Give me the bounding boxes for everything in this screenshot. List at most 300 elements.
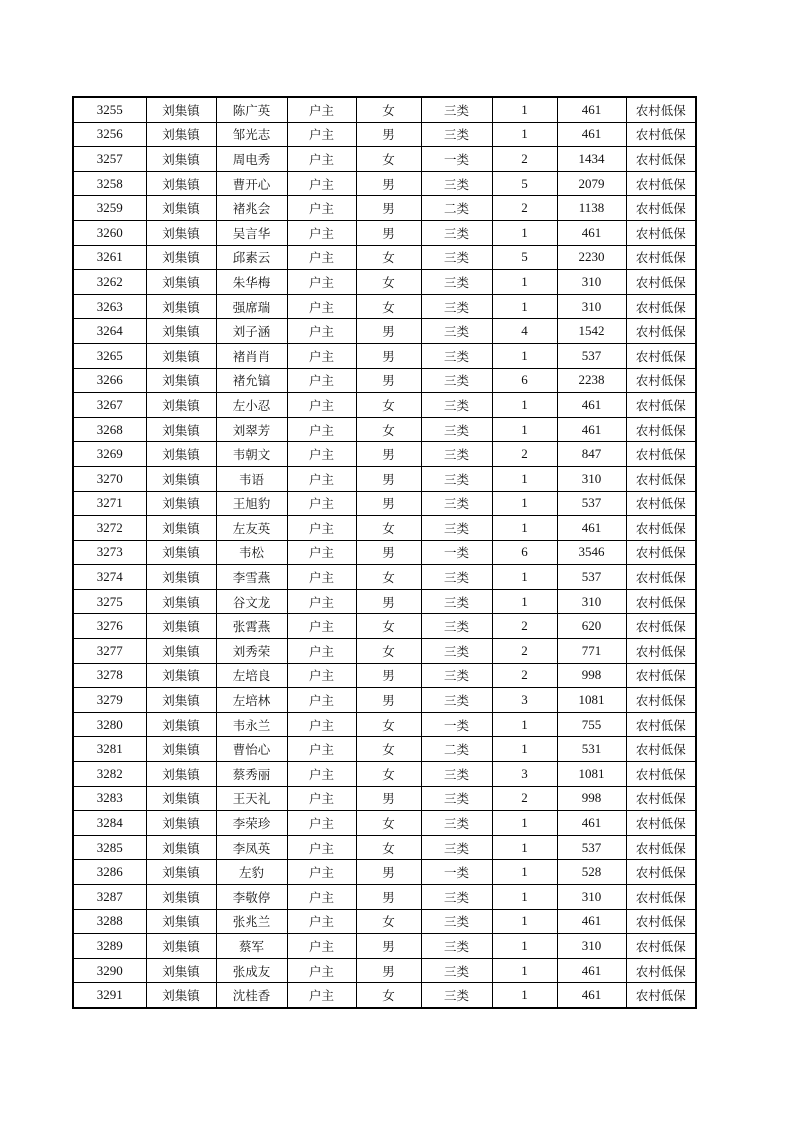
cell-amount: 537: [557, 491, 626, 516]
table-row: [73, 885, 696, 910]
cell-town: 刘集镇: [146, 442, 216, 467]
cell-amount: 998: [557, 786, 626, 811]
cell-category: 三类: [421, 417, 492, 442]
cell-category: 三类: [421, 589, 492, 614]
table-row: [73, 147, 696, 172]
cell-serial-number: 3281: [73, 737, 146, 762]
cell-category: 一类: [421, 860, 492, 885]
cell-name: 王旭豹: [216, 491, 287, 516]
cell-name: 刘子涵: [216, 319, 287, 344]
cell-town: 刘集镇: [146, 639, 216, 664]
cell-name: 左豹: [216, 860, 287, 885]
cell-household-size: 2: [492, 614, 557, 639]
cell-assistance-type: 农村低保: [626, 762, 696, 787]
cell-household-size: 2: [492, 663, 557, 688]
cell-assistance-type: 农村低保: [626, 147, 696, 172]
table-row: [73, 983, 696, 1008]
cell-amount: 310: [557, 294, 626, 319]
cell-serial-number: 3277: [73, 639, 146, 664]
cell-serial-number: 3276: [73, 614, 146, 639]
cell-town: 刘集镇: [146, 319, 216, 344]
cell-household-size: 1: [492, 122, 557, 147]
cell-category: 三类: [421, 220, 492, 245]
cell-relation: 户主: [287, 565, 356, 590]
cell-gender: 女: [356, 762, 421, 787]
cell-serial-number: 3256: [73, 122, 146, 147]
cell-amount: 310: [557, 466, 626, 491]
cell-relation: 户主: [287, 934, 356, 959]
table-row: [73, 466, 696, 491]
cell-household-size: 5: [492, 171, 557, 196]
cell-serial-number: 3270: [73, 466, 146, 491]
cell-household-size: 1: [492, 270, 557, 295]
cell-assistance-type: 农村低保: [626, 319, 696, 344]
cell-relation: 户主: [287, 737, 356, 762]
cell-name: 邱素云: [216, 245, 287, 270]
cell-category: 三类: [421, 663, 492, 688]
cell-assistance-type: 农村低保: [626, 393, 696, 418]
cell-assistance-type: 农村低保: [626, 688, 696, 713]
cell-name: 左培林: [216, 688, 287, 713]
cell-town: 刘集镇: [146, 540, 216, 565]
cell-household-size: 2: [492, 786, 557, 811]
cell-relation: 户主: [287, 122, 356, 147]
cell-household-size: 2: [492, 147, 557, 172]
cell-amount: 755: [557, 712, 626, 737]
cell-category: 三类: [421, 270, 492, 295]
cell-assistance-type: 农村低保: [626, 885, 696, 910]
table-row: [73, 196, 696, 221]
cell-town: 刘集镇: [146, 417, 216, 442]
cell-serial-number: 3283: [73, 786, 146, 811]
cell-relation: 户主: [287, 393, 356, 418]
cell-town: 刘集镇: [146, 909, 216, 934]
cell-town: 刘集镇: [146, 589, 216, 614]
cell-category: 三类: [421, 319, 492, 344]
cell-assistance-type: 农村低保: [626, 663, 696, 688]
cell-household-size: 1: [492, 589, 557, 614]
cell-amount: 998: [557, 663, 626, 688]
cell-category: 二类: [421, 737, 492, 762]
cell-serial-number: 3261: [73, 245, 146, 270]
cell-town: 刘集镇: [146, 294, 216, 319]
cell-town: 刘集镇: [146, 122, 216, 147]
cell-name: 沈桂香: [216, 983, 287, 1008]
cell-category: 三类: [421, 491, 492, 516]
table-row: [73, 343, 696, 368]
cell-assistance-type: 农村低保: [626, 466, 696, 491]
cell-gender: 男: [356, 491, 421, 516]
cell-household-size: 3: [492, 688, 557, 713]
table-row: [73, 835, 696, 860]
cell-amount: 1081: [557, 688, 626, 713]
cell-gender: 女: [356, 909, 421, 934]
cell-name: 朱华梅: [216, 270, 287, 295]
cell-category: 三类: [421, 245, 492, 270]
cell-name: 吴言华: [216, 220, 287, 245]
cell-amount: 2079: [557, 171, 626, 196]
cell-name: 韦语: [216, 466, 287, 491]
cell-amount: 1138: [557, 196, 626, 221]
cell-gender: 女: [356, 294, 421, 319]
cell-gender: 男: [356, 442, 421, 467]
cell-town: 刘集镇: [146, 270, 216, 295]
cell-name: 李雪燕: [216, 565, 287, 590]
cell-amount: 461: [557, 958, 626, 983]
cell-category: 三类: [421, 835, 492, 860]
cell-amount: 537: [557, 565, 626, 590]
table-row: [73, 762, 696, 787]
cell-relation: 户主: [287, 491, 356, 516]
cell-gender: 女: [356, 712, 421, 737]
table-row: [73, 737, 696, 762]
cell-assistance-type: 农村低保: [626, 958, 696, 983]
cell-gender: 男: [356, 466, 421, 491]
cell-serial-number: 3272: [73, 516, 146, 541]
cell-serial-number: 3278: [73, 663, 146, 688]
cell-category: 一类: [421, 147, 492, 172]
cell-name: 周电秀: [216, 147, 287, 172]
cell-amount: 1542: [557, 319, 626, 344]
table-row: [73, 565, 696, 590]
cell-serial-number: 3274: [73, 565, 146, 590]
cell-household-size: 1: [492, 958, 557, 983]
cell-assistance-type: 农村低保: [626, 294, 696, 319]
cell-assistance-type: 农村低保: [626, 270, 696, 295]
cell-household-size: 3: [492, 762, 557, 787]
cell-category: 三类: [421, 811, 492, 836]
cell-name: 陈广英: [216, 97, 287, 122]
cell-assistance-type: 农村低保: [626, 245, 696, 270]
cell-gender: 女: [356, 835, 421, 860]
cell-category: 三类: [421, 688, 492, 713]
cell-amount: 3546: [557, 540, 626, 565]
cell-town: 刘集镇: [146, 934, 216, 959]
cell-serial-number: 3263: [73, 294, 146, 319]
cell-relation: 户主: [287, 516, 356, 541]
cell-amount: 310: [557, 885, 626, 910]
cell-category: 三类: [421, 909, 492, 934]
cell-household-size: 1: [492, 466, 557, 491]
cell-town: 刘集镇: [146, 958, 216, 983]
cell-relation: 户主: [287, 860, 356, 885]
cell-town: 刘集镇: [146, 516, 216, 541]
cell-name: 张霄燕: [216, 614, 287, 639]
table-body: [73, 97, 696, 1008]
cell-name: 张兆兰: [216, 909, 287, 934]
cell-amount: 310: [557, 589, 626, 614]
cell-gender: 男: [356, 589, 421, 614]
cell-serial-number: 3268: [73, 417, 146, 442]
cell-household-size: 2: [492, 639, 557, 664]
cell-relation: 户主: [287, 368, 356, 393]
cell-household-size: 1: [492, 565, 557, 590]
cell-category: 三类: [421, 934, 492, 959]
cell-amount: 537: [557, 835, 626, 860]
cell-gender: 男: [356, 885, 421, 910]
cell-serial-number: 3269: [73, 442, 146, 467]
cell-town: 刘集镇: [146, 565, 216, 590]
cell-town: 刘集镇: [146, 196, 216, 221]
cell-assistance-type: 农村低保: [626, 417, 696, 442]
cell-serial-number: 3262: [73, 270, 146, 295]
cell-category: 三类: [421, 368, 492, 393]
cell-serial-number: 3267: [73, 393, 146, 418]
cell-serial-number: 3258: [73, 171, 146, 196]
cell-town: 刘集镇: [146, 786, 216, 811]
cell-household-size: 1: [492, 737, 557, 762]
cell-gender: 男: [356, 860, 421, 885]
cell-amount: 461: [557, 516, 626, 541]
cell-serial-number: 3271: [73, 491, 146, 516]
cell-assistance-type: 农村低保: [626, 196, 696, 221]
cell-serial-number: 3287: [73, 885, 146, 910]
cell-category: 一类: [421, 712, 492, 737]
cell-household-size: 1: [492, 885, 557, 910]
cell-amount: 771: [557, 639, 626, 664]
cell-gender: 男: [356, 196, 421, 221]
cell-name: 左友英: [216, 516, 287, 541]
table-row: [73, 786, 696, 811]
table-row: [73, 294, 696, 319]
cell-relation: 户主: [287, 786, 356, 811]
cell-amount: 528: [557, 860, 626, 885]
cell-name: 褚允镐: [216, 368, 287, 393]
cell-town: 刘集镇: [146, 983, 216, 1008]
cell-amount: 461: [557, 393, 626, 418]
cell-assistance-type: 农村低保: [626, 614, 696, 639]
cell-relation: 户主: [287, 343, 356, 368]
cell-name: 韦永兰: [216, 712, 287, 737]
cell-town: 刘集镇: [146, 737, 216, 762]
cell-amount: 2230: [557, 245, 626, 270]
cell-household-size: 2: [492, 196, 557, 221]
cell-category: 三类: [421, 97, 492, 122]
cell-town: 刘集镇: [146, 343, 216, 368]
table-row: [73, 368, 696, 393]
table-row: [73, 245, 696, 270]
cell-gender: 女: [356, 245, 421, 270]
cell-gender: 男: [356, 540, 421, 565]
cell-category: 三类: [421, 565, 492, 590]
cell-town: 刘集镇: [146, 762, 216, 787]
cell-category: 二类: [421, 196, 492, 221]
cell-town: 刘集镇: [146, 712, 216, 737]
cell-gender: 男: [356, 786, 421, 811]
cell-category: 三类: [421, 762, 492, 787]
cell-relation: 户主: [287, 245, 356, 270]
cell-gender: 女: [356, 147, 421, 172]
cell-relation: 户主: [287, 220, 356, 245]
records-table: [72, 96, 697, 1009]
table-row: [73, 393, 696, 418]
cell-name: 韦松: [216, 540, 287, 565]
cell-category: 三类: [421, 393, 492, 418]
cell-serial-number: 3275: [73, 589, 146, 614]
table-row: [73, 860, 696, 885]
cell-category: 三类: [421, 786, 492, 811]
cell-serial-number: 3265: [73, 343, 146, 368]
cell-relation: 户主: [287, 319, 356, 344]
cell-relation: 户主: [287, 614, 356, 639]
cell-assistance-type: 农村低保: [626, 835, 696, 860]
cell-category: 三类: [421, 294, 492, 319]
cell-household-size: 1: [492, 220, 557, 245]
cell-name: 邹光志: [216, 122, 287, 147]
cell-relation: 户主: [287, 171, 356, 196]
cell-relation: 户主: [287, 270, 356, 295]
cell-relation: 户主: [287, 417, 356, 442]
cell-gender: 女: [356, 639, 421, 664]
cell-town: 刘集镇: [146, 835, 216, 860]
cell-assistance-type: 农村低保: [626, 909, 696, 934]
cell-serial-number: 3259: [73, 196, 146, 221]
cell-name: 谷文龙: [216, 589, 287, 614]
cell-serial-number: 3255: [73, 97, 146, 122]
cell-relation: 户主: [287, 589, 356, 614]
cell-serial-number: 3290: [73, 958, 146, 983]
table-row: [73, 171, 696, 196]
cell-household-size: 1: [492, 97, 557, 122]
cell-assistance-type: 农村低保: [626, 983, 696, 1008]
cell-town: 刘集镇: [146, 466, 216, 491]
cell-category: 三类: [421, 343, 492, 368]
table-row: [73, 958, 696, 983]
table-row: [73, 442, 696, 467]
cell-amount: 461: [557, 909, 626, 934]
cell-assistance-type: 农村低保: [626, 516, 696, 541]
cell-assistance-type: 农村低保: [626, 639, 696, 664]
table-row: [73, 589, 696, 614]
cell-relation: 户主: [287, 712, 356, 737]
cell-gender: 女: [356, 983, 421, 1008]
cell-relation: 户主: [287, 540, 356, 565]
cell-name: 曹怡心: [216, 737, 287, 762]
cell-assistance-type: 农村低保: [626, 122, 696, 147]
table-row: [73, 909, 696, 934]
cell-name: 李敬停: [216, 885, 287, 910]
cell-gender: 男: [356, 934, 421, 959]
cell-relation: 户主: [287, 688, 356, 713]
cell-relation: 户主: [287, 466, 356, 491]
cell-household-size: 1: [492, 712, 557, 737]
cell-amount: 461: [557, 220, 626, 245]
cell-name: 曹开心: [216, 171, 287, 196]
cell-relation: 户主: [287, 835, 356, 860]
cell-relation: 户主: [287, 983, 356, 1008]
cell-serial-number: 3264: [73, 319, 146, 344]
table-row: [73, 122, 696, 147]
cell-name: 蔡军: [216, 934, 287, 959]
cell-amount: 461: [557, 983, 626, 1008]
cell-gender: 女: [356, 393, 421, 418]
cell-assistance-type: 农村低保: [626, 368, 696, 393]
cell-category: 三类: [421, 614, 492, 639]
cell-name: 韦朝文: [216, 442, 287, 467]
cell-relation: 户主: [287, 147, 356, 172]
cell-town: 刘集镇: [146, 147, 216, 172]
cell-household-size: 1: [492, 417, 557, 442]
cell-amount: 461: [557, 417, 626, 442]
cell-category: 三类: [421, 516, 492, 541]
cell-amount: 620: [557, 614, 626, 639]
cell-household-size: 1: [492, 491, 557, 516]
cell-assistance-type: 农村低保: [626, 565, 696, 590]
cell-amount: 847: [557, 442, 626, 467]
cell-gender: 男: [356, 343, 421, 368]
table-row: [73, 220, 696, 245]
cell-town: 刘集镇: [146, 688, 216, 713]
cell-gender: 女: [356, 516, 421, 541]
table-row: [73, 540, 696, 565]
cell-town: 刘集镇: [146, 663, 216, 688]
table-row: [73, 417, 696, 442]
cell-gender: 男: [356, 958, 421, 983]
cell-gender: 女: [356, 614, 421, 639]
cell-amount: 461: [557, 811, 626, 836]
cell-relation: 户主: [287, 639, 356, 664]
cell-serial-number: 3291: [73, 983, 146, 1008]
cell-serial-number: 3289: [73, 934, 146, 959]
cell-assistance-type: 农村低保: [626, 343, 696, 368]
cell-gender: 男: [356, 171, 421, 196]
table-row: [73, 614, 696, 639]
cell-amount: 461: [557, 97, 626, 122]
cell-assistance-type: 农村低保: [626, 712, 696, 737]
cell-category: 一类: [421, 540, 492, 565]
cell-relation: 户主: [287, 811, 356, 836]
cell-household-size: 1: [492, 393, 557, 418]
cell-household-size: 1: [492, 294, 557, 319]
cell-assistance-type: 农村低保: [626, 589, 696, 614]
table-row: [73, 97, 696, 122]
cell-category: 三类: [421, 466, 492, 491]
cell-household-size: 1: [492, 516, 557, 541]
cell-serial-number: 3266: [73, 368, 146, 393]
cell-household-size: 6: [492, 368, 557, 393]
cell-gender: 女: [356, 811, 421, 836]
cell-name: 左培良: [216, 663, 287, 688]
cell-household-size: 1: [492, 983, 557, 1008]
cell-assistance-type: 农村低保: [626, 97, 696, 122]
cell-name: 褚兆会: [216, 196, 287, 221]
cell-serial-number: 3282: [73, 762, 146, 787]
cell-household-size: 5: [492, 245, 557, 270]
cell-town: 刘集镇: [146, 885, 216, 910]
cell-name: 张成友: [216, 958, 287, 983]
table-row: [73, 319, 696, 344]
cell-name: 强席瑞: [216, 294, 287, 319]
cell-amount: 531: [557, 737, 626, 762]
cell-category: 三类: [421, 442, 492, 467]
cell-category: 三类: [421, 885, 492, 910]
cell-town: 刘集镇: [146, 368, 216, 393]
cell-serial-number: 3280: [73, 712, 146, 737]
cell-amount: 1434: [557, 147, 626, 172]
cell-town: 刘集镇: [146, 97, 216, 122]
cell-assistance-type: 农村低保: [626, 811, 696, 836]
cell-assistance-type: 农村低保: [626, 737, 696, 762]
cell-serial-number: 3285: [73, 835, 146, 860]
table-row: [73, 639, 696, 664]
cell-assistance-type: 农村低保: [626, 540, 696, 565]
cell-gender: 女: [356, 565, 421, 590]
cell-relation: 户主: [287, 663, 356, 688]
cell-town: 刘集镇: [146, 171, 216, 196]
cell-amount: 2238: [557, 368, 626, 393]
cell-assistance-type: 农村低保: [626, 442, 696, 467]
cell-gender: 女: [356, 737, 421, 762]
